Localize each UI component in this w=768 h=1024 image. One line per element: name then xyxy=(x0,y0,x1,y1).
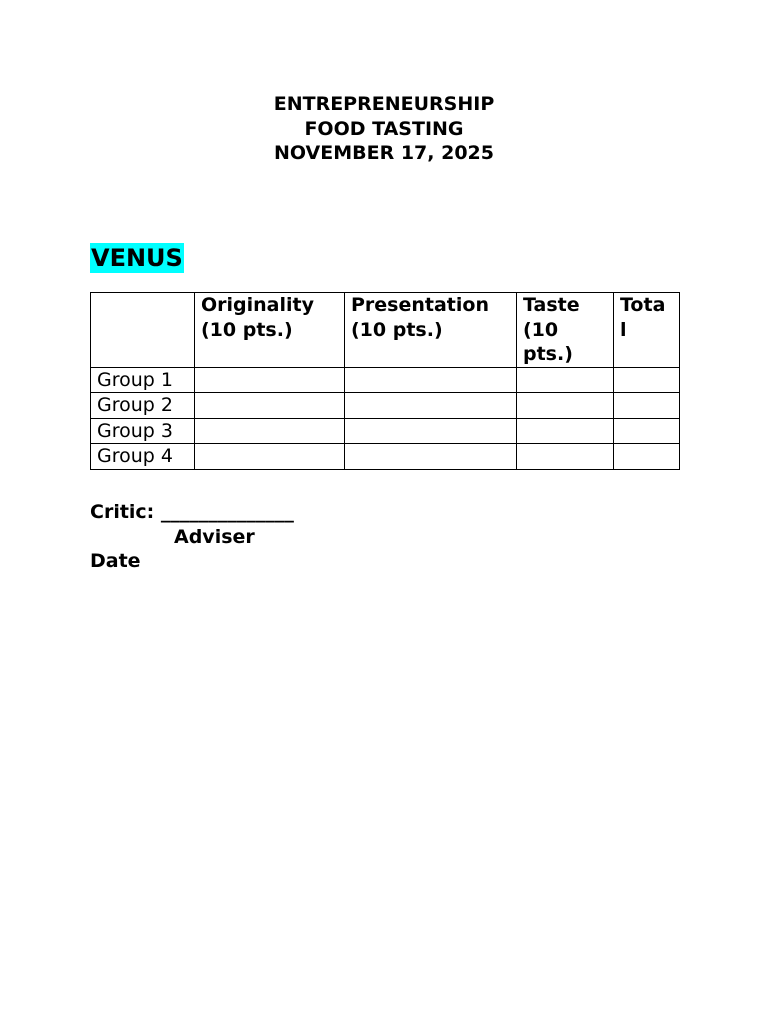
table-row xyxy=(91,444,680,470)
table-cell[interactable] xyxy=(345,367,517,393)
date-label: Date xyxy=(90,550,141,572)
table-cell[interactable] xyxy=(517,393,614,419)
row-label: Group 1 xyxy=(91,367,195,393)
header-cell-taste: Taste (10 pts.) xyxy=(517,293,614,368)
table-cell[interactable] xyxy=(614,393,680,419)
document-title xyxy=(0,92,768,166)
row-label: Group 3 xyxy=(91,418,195,444)
score-table xyxy=(90,292,680,470)
adviser-label: Adviser xyxy=(174,525,255,548)
signature-block xyxy=(90,500,294,574)
header-cell-originality: Originality (10 pts.) xyxy=(195,293,345,368)
row-label: Group 2 xyxy=(91,393,195,419)
table-cell[interactable] xyxy=(195,367,345,393)
header-cell-blank xyxy=(91,293,195,368)
table-row xyxy=(91,393,680,419)
title-line-3: NOVEMBER 17, 2025 xyxy=(274,142,494,164)
table-cell[interactable] xyxy=(517,367,614,393)
row-label: Group 4 xyxy=(91,444,195,470)
table-cell[interactable] xyxy=(614,367,680,393)
title-line-1: ENTREPRENEURSHIP xyxy=(273,93,495,115)
header-cell-total xyxy=(614,293,680,368)
table-cell[interactable] xyxy=(614,444,680,470)
title-line-2: FOOD TASTING xyxy=(304,117,464,140)
header-total-part-1: Tota xyxy=(620,294,666,316)
table-cell[interactable] xyxy=(517,418,614,444)
critic-line: Critic: ______________ xyxy=(90,501,294,523)
table-cell[interactable] xyxy=(195,444,345,470)
table-header-row xyxy=(91,293,680,368)
table-cell[interactable] xyxy=(345,418,517,444)
section-heading-venus: VENUS xyxy=(91,244,183,272)
table-cell[interactable] xyxy=(614,418,680,444)
table-cell[interactable] xyxy=(345,444,517,470)
table-cell[interactable] xyxy=(195,418,345,444)
table-row xyxy=(91,418,680,444)
table-row xyxy=(91,367,680,393)
table-cell[interactable] xyxy=(195,393,345,419)
table-cell[interactable] xyxy=(345,393,517,419)
header-cell-presentation: Presentation (10 pts.) xyxy=(345,293,517,368)
table-cell[interactable] xyxy=(517,444,614,470)
header-total-part-2: l xyxy=(620,318,627,341)
